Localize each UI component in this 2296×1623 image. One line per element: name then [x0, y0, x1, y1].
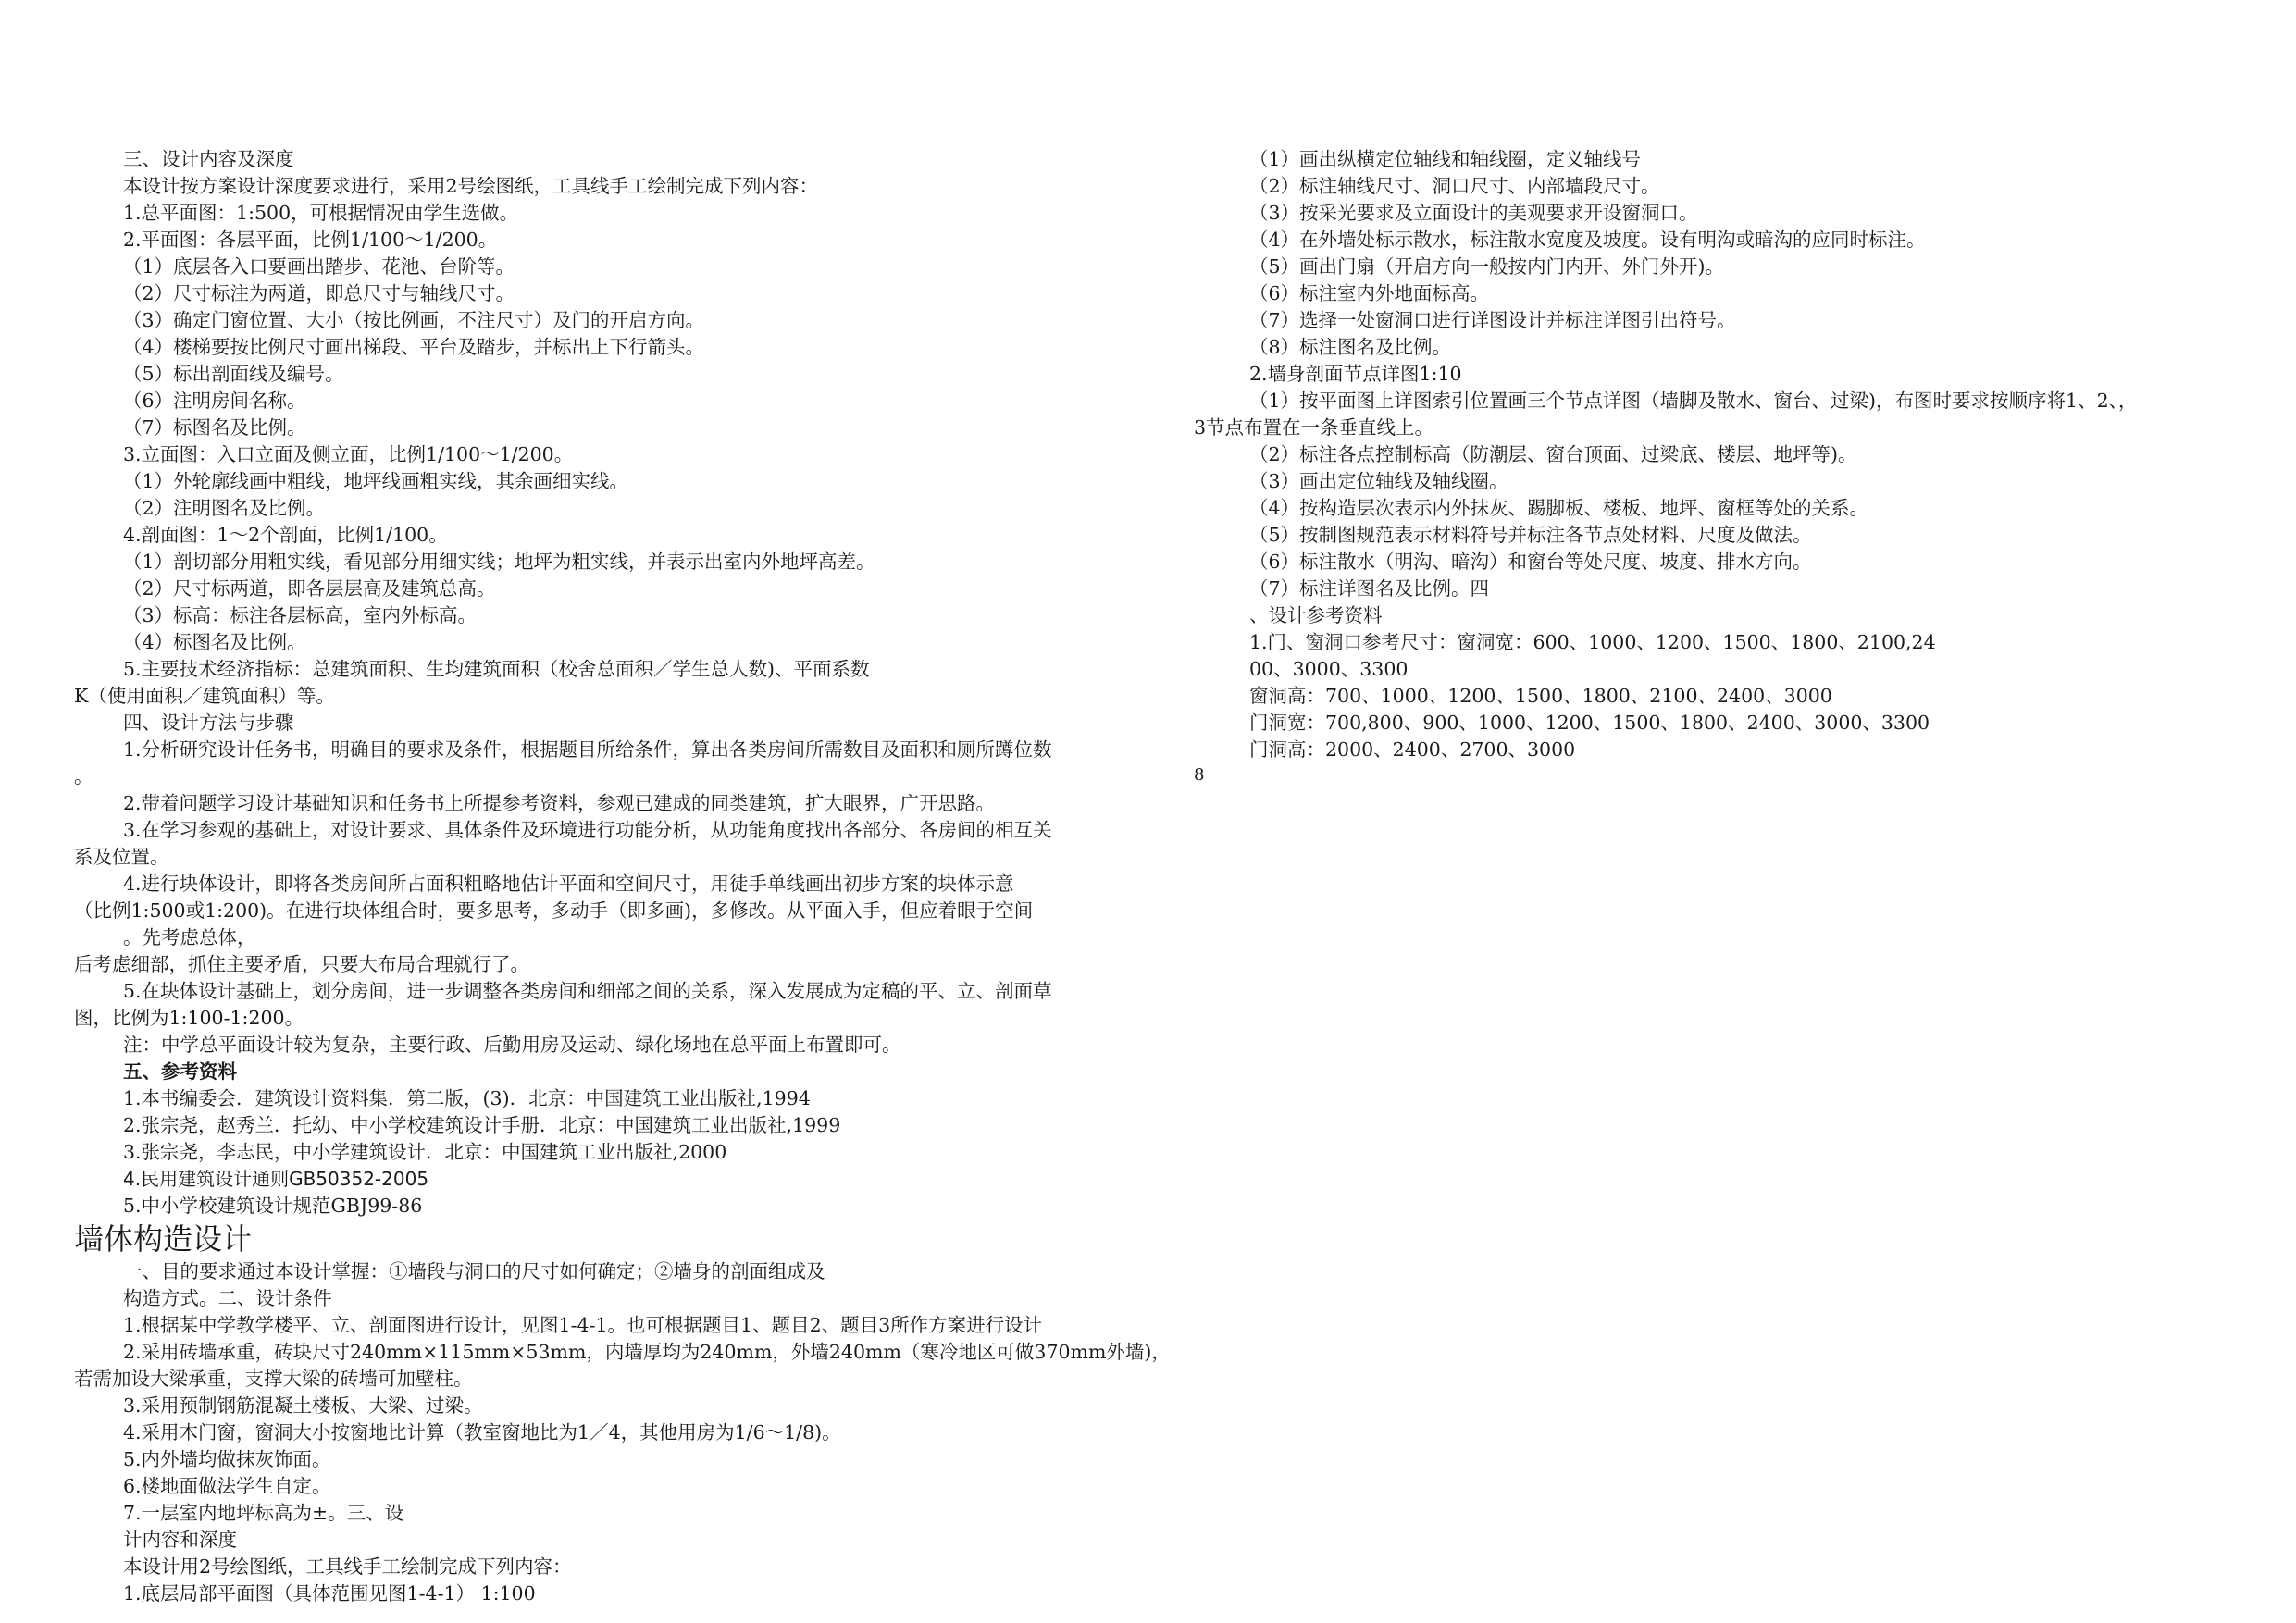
- text-line: 。先考虑总体，: [123, 926, 256, 948]
- text-line: 5.中小学校建筑设计规范GBJ99-86: [123, 1195, 423, 1217]
- left-text-block-2: [74, 1258, 1171, 1607]
- text-line: 1.分析研究设计任务书，明确目的要求及条件，根据题目所给条件，算出各类房间所需数目及面积和厕所蹲位数: [123, 738, 1052, 761]
- text-line: （3）画出定位轴线及轴线圈。: [1249, 470, 1508, 492]
- text-line: （4）标图名及比例。: [123, 631, 306, 653]
- text-line: （8）标注图名及比例。: [1249, 336, 1452, 358]
- text-line: 后考虑细部，抓住主要矛盾，只要大布局合理就行了。: [74, 953, 529, 975]
- section-title: 墙体构造设计: [74, 1221, 253, 1257]
- text-line: 4.进行块体设计，即将各类房间所占面积粗略地估计平面和空间尺寸，用徒手单线画出初步方案的块体示意: [123, 873, 1014, 895]
- text-line: 4.采用木门窗，窗洞大小按窗地比计算（教室窗地比为1／4，其他用房为1/6～1/8)。: [123, 1421, 841, 1443]
- text-line: （1）剖切部分用粗实线，看见部分用细实线；地坪为粗实线，并表示出室内外地坪高差。: [123, 551, 875, 573]
- text-line: （4）楼梯要按比例尺寸画出梯段、平台及踏步，并标出上下行箭头。: [123, 336, 705, 358]
- text-line: 门洞宽：700,800、900、1000、1200、1500、1800、2400、3000、3300: [1249, 712, 1930, 734]
- text-line: 计内容和深度: [123, 1529, 237, 1551]
- text-line: 2.采用砖墙承重，砖块尺寸240mm×115mm×53mm，内墙厚均为240mm，外墙240mm（寒冷地区可做370mm外墙)，: [123, 1341, 1171, 1363]
- text-line: （6）标注室内外地面标高。: [1249, 282, 1490, 304]
- text-line: 1.根据某中学教学楼平、立、剖面图进行设计，见图1-4-1。也可根据题目1、题目2、题目3所作方案进行设计: [123, 1314, 1043, 1336]
- page-number: 8: [1194, 765, 1205, 785]
- text-line: （3）标高：标注各层标高，室内外标高。: [123, 604, 478, 626]
- text-line: 4.民用建筑设计通则GB50352-2005: [123, 1168, 429, 1190]
- text-line: （2）标注轴线尺寸、洞口尺寸、内部墙段尺寸。: [1249, 175, 1660, 197]
- text-line: 若需加设大梁承重，支撑大梁的砖墙可加壁柱。: [74, 1368, 473, 1390]
- text-line: 图，比例为1:100-1:200。: [74, 1007, 304, 1029]
- text-line: 窗洞高：700、1000、1200、1500、1800、2100、2400、3000: [1249, 685, 1832, 707]
- text-line: 本设计按方案设计深度要求进行，采用2号绘图纸，工具线手工绘制完成下列内容：: [123, 175, 819, 197]
- text-line: （1）外轮廓线画中粗线，地坪线画粗实线，其余画细实线。: [123, 470, 629, 492]
- right-text-block: [1194, 146, 2230, 763]
- text-line: 1.本书编委会．建筑设计资料集．第二版，(3)．北京：中国建筑工业出版社,1994: [123, 1087, 811, 1109]
- text-line: 门洞高：2000、2400、2700、3000: [1249, 738, 1576, 761]
- text-line: 四、设计方法与步骤: [123, 712, 294, 734]
- text-line: 1.总平面图：1:500，可根据情况由学生选做。: [123, 202, 519, 224]
- text-line: （5）按制图规范表示材料符号并标注各节点处材料、尺度及做法。: [1249, 524, 1812, 546]
- text-line: 00、3000、3300: [1249, 658, 1409, 680]
- text-line: （4）按构造层次表示内外抹灰、踢脚板、楼板、地坪、窗框等处的关系。: [1249, 497, 1869, 519]
- text-line: （5）标出剖面线及编号。: [123, 363, 344, 385]
- text-line: （6）注明房间名称。: [123, 390, 306, 412]
- text-line: 系及位置。: [74, 846, 169, 868]
- text-line: （3）按采光要求及立面设计的美观要求开设窗洞口。: [1249, 202, 1698, 224]
- left-text-block-1: [74, 146, 1148, 1220]
- text-line: 。: [74, 765, 93, 787]
- text-line: （2）注明图名及比例。: [123, 497, 326, 519]
- text-line: 2.平面图：各层平面，比例1/100～1/200。: [123, 229, 498, 251]
- text-line: （7）标图名及比例。: [123, 416, 306, 439]
- text-line: 5.主要技术经济指标：总建筑面积、生均建筑面积（校舍总面积／学生总人数)、平面系数: [123, 658, 870, 680]
- text-line: 1.门、窗洞口参考尺寸：窗洞宽：600、1000、1200、1500、1800、2100,24: [1249, 631, 1936, 653]
- text-line: 7.一层室内地坪标高为±。三、设: [123, 1502, 404, 1524]
- text-line: （2）尺寸标注为两道，即总尺寸与轴线尺寸。: [123, 282, 515, 304]
- left-column: [74, 146, 1171, 1607]
- text-line: （2）尺寸标两道，即各层层高及建筑总高。: [123, 577, 496, 600]
- text-line: （4）在外墙处标示散水，标注散水宽度及坡度。设有明沟或暗沟的应同时标注。: [1249, 229, 1926, 251]
- text-line: （比例1:500或1:200)。在进行块体组合时，要多思考，多动手（即多画)，多修改。从平面入手，但应着眼于空间: [74, 899, 1034, 922]
- text-line: 3.采用预制钢筋混凝土楼板、大梁、过梁。: [123, 1394, 483, 1417]
- text-line: 注：中学总平面设计较为复杂，主要行政、后勤用房及运动、绿化场地在总平面上布置即可。: [123, 1034, 901, 1056]
- text-line: （1）按平面图上详图索引位置画三个节点详图（墙脚及散水、窗台、过梁)，布图时要求按顺序将1、2、，: [1249, 390, 2138, 412]
- text-line: 2.张宗尧，赵秀兰．托幼、中小学校建筑设计手册．北京：中国建筑工业出版社,1999: [123, 1114, 841, 1136]
- text-line: （5）画出门扇（开启方向一般按内门内开、外门外开)。: [1249, 255, 1725, 278]
- text-line: 一、目的要求通过本设计掌握：①墙段与洞口的尺寸如何确定；②墙身的剖面组成及: [123, 1260, 825, 1282]
- text-line: K（使用面积／建筑面积）等。: [74, 685, 335, 707]
- text-line: 3.张宗尧，李志民，中小学建筑设计．北京：中国建筑工业出版社,2000: [123, 1141, 727, 1163]
- text-line: 五、参考资料: [123, 1060, 237, 1083]
- text-line: 5.内外墙均做抹灰饰面。: [123, 1448, 331, 1470]
- text-line: 2.带着问题学习设计基础知识和任务书上所提参考资料，参观已建成的同类建筑，扩大眼界，广开思路。: [123, 792, 996, 814]
- right-column: [1194, 146, 2230, 787]
- text-line: 1.底层局部平面图（具体范围见图1-4-1） 1:100: [123, 1582, 536, 1604]
- text-line: 3节点布置在一条垂直线上。: [1194, 416, 1434, 439]
- text-line: （7）选择一处窗洞口进行详图设计并标注详图引出符号。: [1249, 309, 1736, 331]
- text-line: 5.在块体设计基础上，划分房间，进一步调整各类房间和细部之间的关系，深入发展成为定稿的平、立、剖面草: [123, 980, 1052, 1002]
- text-line: 3.立面图：入口立面及侧立面，比例1/100～1/200。: [123, 443, 574, 465]
- text-line: 本设计用2号绘图纸，工具线手工绘制完成下列内容：: [123, 1555, 572, 1578]
- text-line: 构造方式。二、设计条件: [123, 1287, 332, 1309]
- text-line: （3）确定门窗位置、大小（按比例画，不注尺寸）及门的开启方向。: [123, 309, 705, 331]
- text-line: 4.剖面图：1～2个剖面，比例1/100。: [123, 524, 448, 546]
- text-line: （1）画出纵横定位轴线和轴线圈，定义轴线号: [1249, 148, 1642, 170]
- text-line: 3.在学习参观的基础上，对设计要求、具体条件及环境进行功能分析，从功能角度找出各部分、各房间的相互关: [123, 819, 1052, 841]
- text-line: （2）标注各点控制标高（防潮层、窗台顶面、过梁底、楼层、地坪等)。: [1249, 443, 1857, 465]
- text-line: 6.楼地面做法学生自定。: [123, 1475, 331, 1497]
- text-line: 三、设计内容及深度: [123, 148, 294, 170]
- text-line: （7）标注详图名及比例。四: [1249, 577, 1490, 600]
- text-line: 、设计参考资料: [1249, 604, 1383, 626]
- text-line: 2.墙身剖面节点详图1:10: [1249, 363, 1462, 385]
- text-line: （1）底层各入口要画出踏步、花池、台阶等。: [123, 255, 515, 278]
- text-line: （6）标注散水（明沟、暗沟）和窗台等处尺度、坡度、排水方向。: [1249, 551, 1812, 573]
